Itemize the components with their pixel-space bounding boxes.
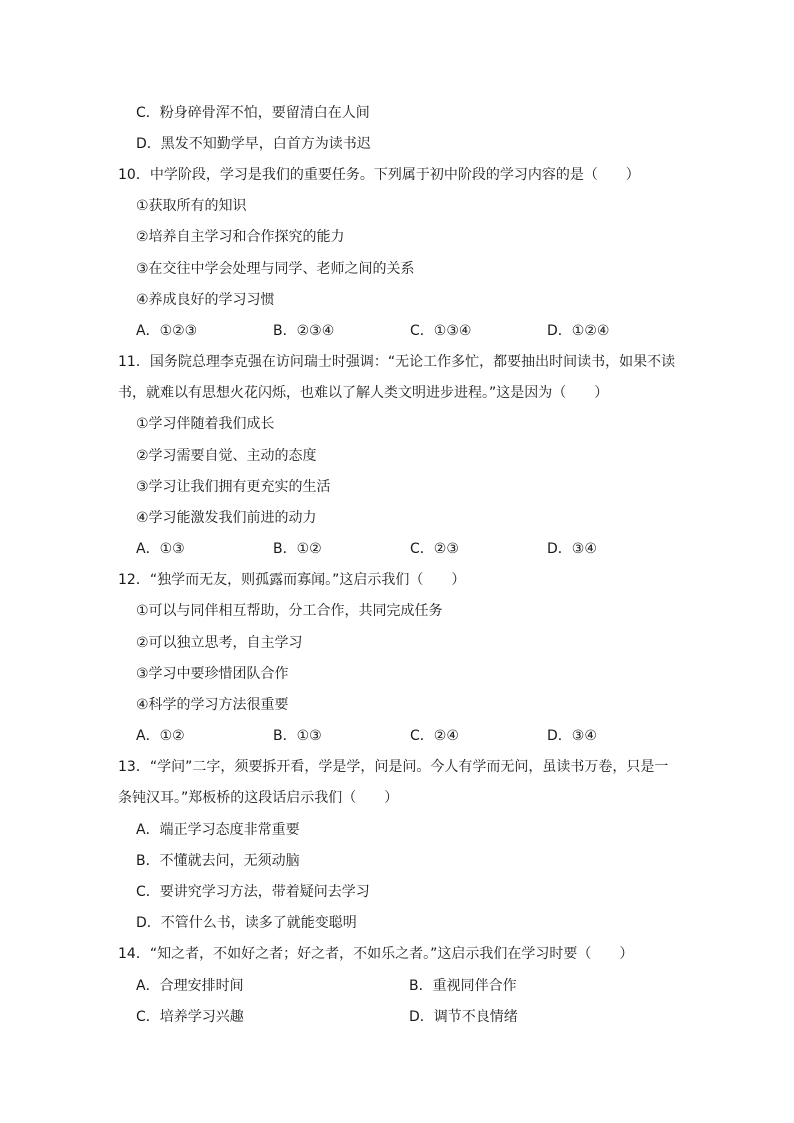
q11-option-b: B．①② <box>273 541 322 557</box>
q13-stem-line1: 13．“学问”二字，须要拆开看，学是学，问是问。今人有学而无问，虽读书万卷，只是一 <box>118 759 669 775</box>
q11-options <box>136 540 696 558</box>
q9-option-d: D．黑发不知勤学早，白首方为读书迟 <box>136 136 371 152</box>
q14-option-c: C．培养学习兴趣 <box>136 1009 244 1025</box>
q10-option-d: D．①②④ <box>547 323 610 339</box>
q11-option-d: D．③④ <box>547 541 597 557</box>
q11-item-1: ①学习伴随着我们成长 <box>136 416 275 432</box>
q14-stem: 14．“知之者，不如好之者；好之者，不如乐之者。”这启示我们在学习时要（ ） <box>118 946 634 962</box>
q12-item-4: ④科学的学习方法很重要 <box>136 697 289 713</box>
q11-item-4: ④学习能激发我们前进的动力 <box>136 510 317 526</box>
q10-option-b: B．②③④ <box>273 323 335 339</box>
q13-stem-line2: 条钝汉耳。”郑板桥的这段话启示我们（ ） <box>118 790 399 806</box>
q13-option-c: C．要讲究学习方法，带着疑问去学习 <box>136 884 370 900</box>
q14-options-row2 <box>136 1008 696 1026</box>
q11-stem-line2: 书，就难以有思想火花闪烁，也难以了解人类文明进步进程。”这是因为（ ） <box>118 385 609 401</box>
q10-item-1: ①获取所有的知识 <box>136 198 247 214</box>
q12-item-3: ③学习中要珍惜团队合作 <box>136 666 289 682</box>
q12-options <box>136 727 696 745</box>
q14-options-row1 <box>136 977 696 995</box>
q12-item-1: ①可以与同伴相互帮助，分工合作，共同完成任务 <box>136 603 443 619</box>
q12-option-d: D．③④ <box>547 728 597 744</box>
q11-stem-line1: 11．国务院总理李克强在访问瑞士时强调：“无论工作多忙，都要抽出时间读书，如果不读 <box>118 354 676 370</box>
q10-options <box>136 322 696 340</box>
q12-option-a: A．①② <box>136 728 185 744</box>
q11-option-c: C．②③ <box>410 541 459 557</box>
q10-stem: 10．中学阶段，学习是我们的重要任务。下列属于初中阶段的学习内容的是（ ） <box>118 167 640 183</box>
q14-option-d: D．调节不良情绪 <box>409 1009 518 1025</box>
q12-item-2: ②可以独立思考，自主学习 <box>136 635 303 651</box>
q12-option-c: C．②④ <box>410 728 459 744</box>
q13-option-a: A．端正学习态度非常重要 <box>136 822 300 838</box>
q10-option-a: A．①②③ <box>136 323 198 339</box>
q10-item-4: ④养成良好的学习习惯 <box>136 292 275 308</box>
q14-option-a: A．合理安排时间 <box>136 978 244 994</box>
q11-option-a: A．①③ <box>136 541 185 557</box>
q13-option-b: B．不懂就去问，无须动脑 <box>136 853 300 869</box>
q11-item-3: ③学习让我们拥有更充实的生活 <box>136 479 331 495</box>
q13-option-d: D．不管什么书，读多了就能变聪明 <box>136 915 357 931</box>
q11-item-2: ②学习需要自觉、主动的态度 <box>136 448 317 464</box>
q10-option-c: C．①③④ <box>410 323 472 339</box>
q14-option-b: B．重视同伴合作 <box>409 978 517 994</box>
q12-option-b: B．①③ <box>273 728 322 744</box>
q10-item-3: ③在交往中学会处理与同学、老师之间的关系 <box>136 261 415 277</box>
q10-item-2: ②培养自主学习和合作探究的能力 <box>136 229 345 245</box>
q9-option-c: C．粉身碎骨浑不怕，要留清白在人间 <box>136 105 370 121</box>
q12-stem: 12．“独学而无友，则孤露而寡闻。”这启示我们（ ） <box>118 572 466 588</box>
